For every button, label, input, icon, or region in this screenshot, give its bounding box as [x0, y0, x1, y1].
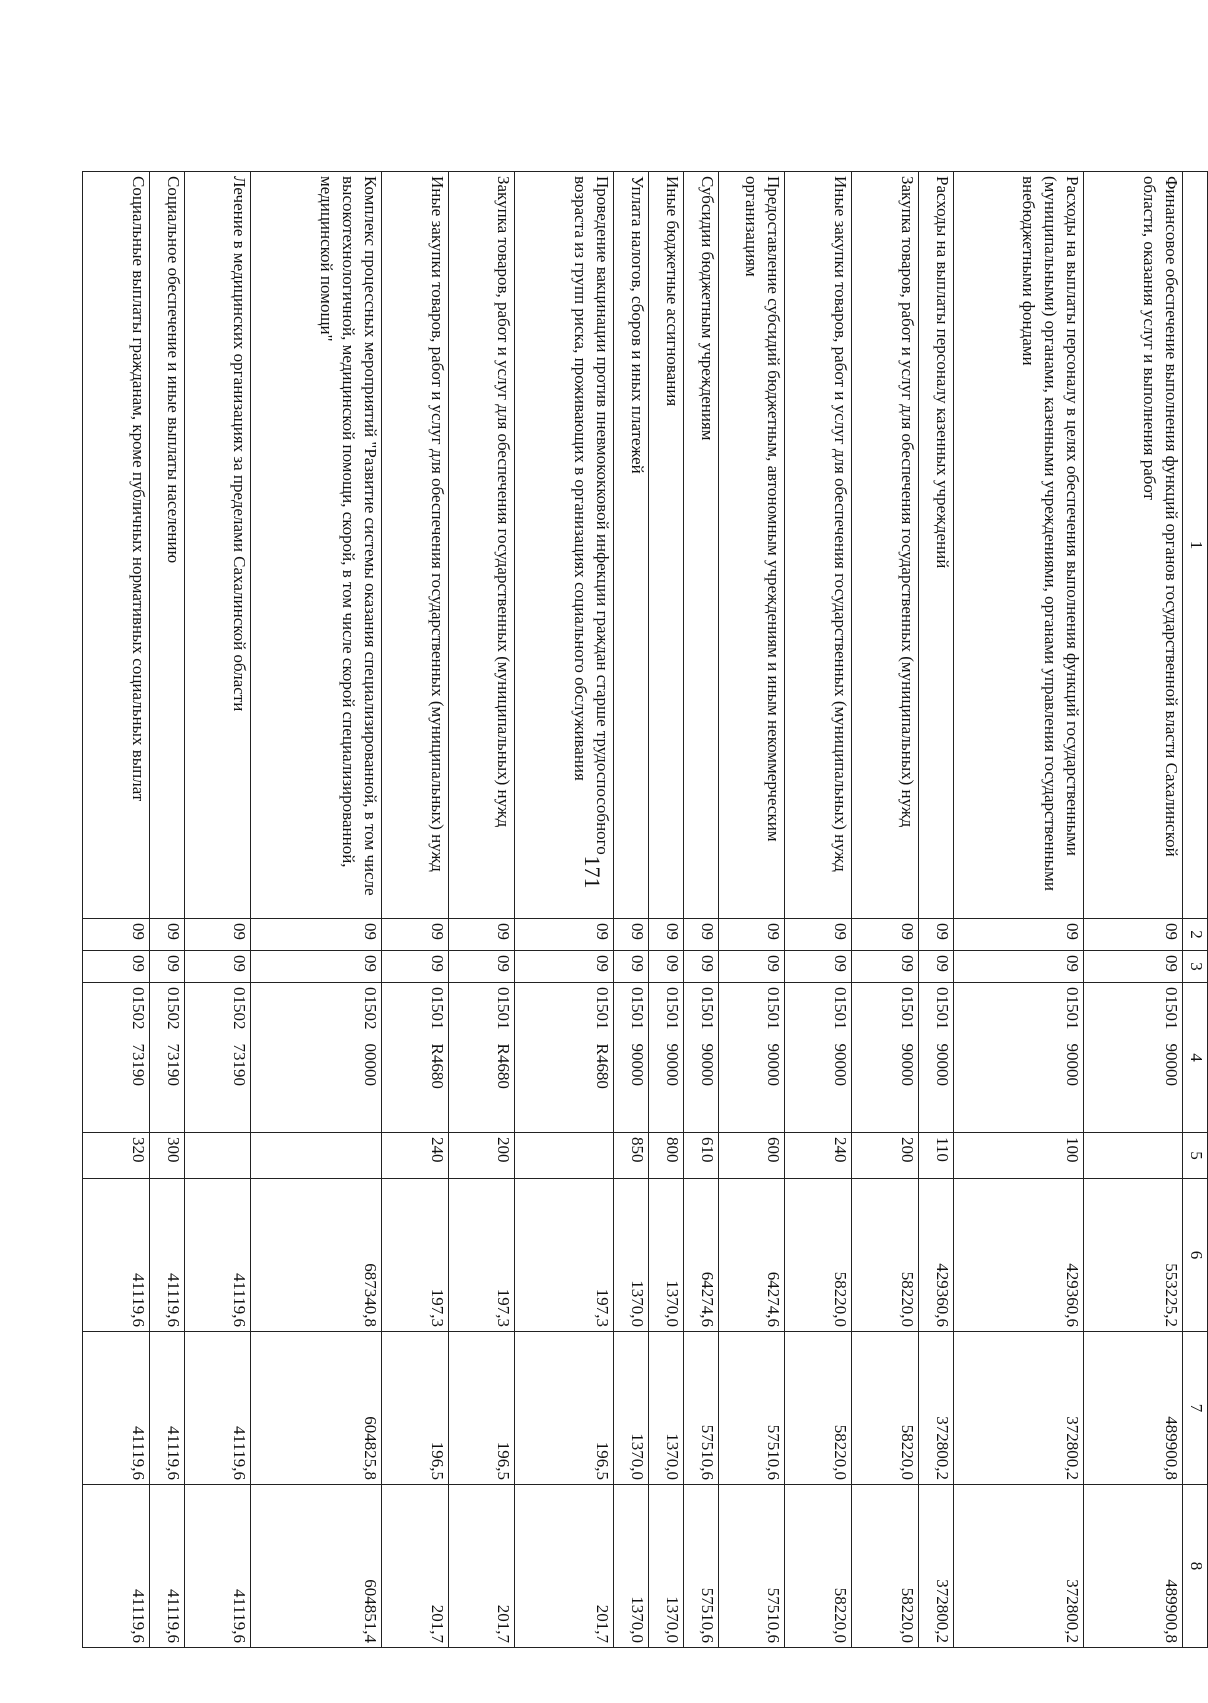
row-code-4b: 73190 [128, 1043, 148, 1086]
row-code-4a: 01501 [1063, 987, 1083, 1030]
row-code-4b: R4680 [427, 1043, 447, 1089]
row-code-4a: 01501 [831, 987, 851, 1030]
row-value-7: 1370,0 [614, 1332, 649, 1485]
row-name: Финансовое обеспечение выполнения функций органов государственной власти Сахалинской области, оказания услуг и выполнения работ [1084, 172, 1183, 919]
row-name: Предоставление субсидий бюджетным, автономным учреждениям и иным некоммерческим организациям [718, 172, 785, 919]
row-code-2: 09 [649, 919, 684, 951]
row-value-6: 429360,6 [953, 1179, 1084, 1332]
row-code-5: 600 [718, 1133, 785, 1179]
table-row [683, 172, 718, 1648]
row-value-8: 57510,6 [683, 1485, 718, 1648]
table-row [918, 172, 953, 1648]
row-value-8: 58220,0 [785, 1485, 852, 1648]
row-code-4a: 01502 [361, 987, 380, 1030]
row-code-4a: 01501 [932, 987, 952, 1030]
row-code-4 [149, 983, 184, 1133]
header-col-8: 8 [1183, 1485, 1208, 1648]
row-code-2: 09 [448, 919, 515, 951]
row-value-7: 372800,2 [918, 1332, 953, 1485]
row-code-3: 09 [1084, 951, 1183, 983]
row-value-8: 201,7 [382, 1485, 449, 1648]
table-row [785, 172, 852, 1648]
row-code-3: 09 [515, 951, 614, 983]
row-code-4a: 01501 [764, 987, 784, 1030]
row-code-4a: 01501 [494, 987, 514, 1030]
row-value-7: 196,5 [515, 1332, 614, 1485]
row-code-2: 09 [382, 919, 449, 951]
row-code-5: 300 [149, 1133, 184, 1179]
row-code-5: 200 [448, 1133, 515, 1179]
row-value-7: 58220,0 [852, 1332, 919, 1485]
row-code-4b: 73190 [163, 1043, 183, 1086]
row-code-4a: 01501 [897, 987, 917, 1030]
row-code-3: 09 [953, 951, 1084, 983]
row-code-4a: 01501 [662, 987, 682, 1030]
row-value-6: 41119,6 [149, 1179, 184, 1332]
row-code-5: 610 [683, 1133, 718, 1179]
row-value-6: 197,3 [515, 1179, 614, 1332]
row-code-3: 09 [448, 951, 515, 983]
budget-table [82, 171, 1208, 1648]
row-code-2: 09 [83, 919, 150, 951]
row-code-5: 850 [614, 1133, 649, 1179]
row-code-4a: 01501 [628, 987, 647, 1030]
header-col-1: 1 [1183, 172, 1208, 919]
row-code-3: 09 [149, 951, 184, 983]
row-code-4 [382, 983, 449, 1133]
row-name: Закупка товаров, работ и услуг для обеспечения государственных (муниципальных) нужд [852, 172, 919, 919]
row-name: Закупка товаров, работ и услуг для обеспечения государственных (муниципальных) нужд [448, 172, 515, 919]
row-code-4 [852, 983, 919, 1133]
header-col-6: 6 [1183, 1179, 1208, 1332]
row-code-5: 240 [382, 1133, 449, 1179]
row-code-4 [515, 983, 614, 1133]
row-value-8: 58220,0 [852, 1485, 919, 1648]
row-value-8: 1370,0 [649, 1485, 684, 1648]
row-value-8: 372800,2 [953, 1485, 1084, 1648]
row-value-8: 41119,6 [83, 1485, 150, 1648]
row-code-3: 09 [382, 951, 449, 983]
row-code-3: 09 [83, 951, 150, 983]
row-value-6: 64274,6 [683, 1179, 718, 1332]
row-name: Иные закупки товаров, работ и услуг для обеспечения государственных (муниципальных) нужд [382, 172, 449, 919]
row-code-4 [448, 983, 515, 1133]
row-code-3: 09 [785, 951, 852, 983]
row-code-5: 100 [953, 1133, 1084, 1179]
row-value-7: 489900,8 [1084, 1332, 1183, 1485]
row-code-4a: 01501 [1162, 987, 1181, 1030]
row-code-4 [83, 983, 150, 1133]
row-name: Иные закупки товаров, работ и услуг для обеспечения государственных (муниципальных) нужд [785, 172, 852, 919]
row-value-8: 41119,6 [149, 1485, 184, 1648]
header-row [1183, 172, 1208, 1648]
row-code-3: 09 [184, 951, 251, 983]
row-code-4 [953, 983, 1084, 1133]
row-value-6: 41119,6 [83, 1179, 150, 1332]
row-code-4 [184, 983, 251, 1133]
row-code-3: 09 [683, 951, 718, 983]
row-value-8: 57510,6 [718, 1485, 785, 1648]
row-value-6: 58220,0 [785, 1179, 852, 1332]
row-value-6: 429360,6 [918, 1179, 953, 1332]
row-name: Расходы на выплаты персоналу в целях обеспечения выполнения функций государственными (муниципальными) органами, казенными учреждениями, органами управления государственными внебюджетными фондами [953, 172, 1084, 919]
table-row [251, 172, 382, 1648]
page-number: 171 [580, 855, 605, 889]
row-code-2: 09 [953, 919, 1084, 951]
table-row [953, 172, 1084, 1648]
row-value-6: 1370,0 [614, 1179, 649, 1332]
row-value-7: 41119,6 [149, 1332, 184, 1485]
row-code-4b: R4680 [494, 1043, 514, 1089]
row-code-4b: 73190 [230, 1043, 250, 1086]
table-row [718, 172, 785, 1648]
row-code-4a: 01502 [163, 987, 183, 1030]
row-code-4 [785, 983, 852, 1133]
row-value-7: 57510,6 [718, 1332, 785, 1485]
row-code-2: 09 [785, 919, 852, 951]
row-value-6: 58220,0 [852, 1179, 919, 1332]
row-code-4a: 01502 [128, 987, 148, 1030]
table-row [382, 172, 449, 1648]
row-code-4a: 01501 [697, 987, 717, 1030]
row-value-6: 553225,2 [1084, 1179, 1183, 1332]
row-code-4 [683, 983, 718, 1133]
row-code-3: 09 [718, 951, 785, 983]
row-code-4 [614, 983, 649, 1133]
row-code-4 [649, 983, 684, 1133]
rotated-table-wrapper [82, 171, 1208, 1647]
row-name: Субсидии бюджетным учреждениям [683, 172, 718, 919]
table-row [184, 172, 251, 1648]
row-code-3: 09 [251, 951, 382, 983]
row-code-5: 240 [785, 1133, 852, 1179]
row-value-7: 196,5 [382, 1332, 449, 1485]
row-code-4b: 00000 [361, 1043, 380, 1086]
row-value-6: 64274,6 [718, 1179, 785, 1332]
row-name: Социальные выплаты гражданам, кроме публичных нормативных социальных выплат [83, 172, 150, 919]
row-code-3: 09 [614, 951, 649, 983]
table-row [649, 172, 684, 1648]
row-value-7: 57510,6 [683, 1332, 718, 1485]
row-code-5: 320 [83, 1133, 150, 1179]
row-code-2: 09 [918, 919, 953, 951]
row-code-5 [184, 1133, 251, 1179]
row-value-7: 1370,0 [649, 1332, 684, 1485]
row-value-7: 41119,6 [184, 1332, 251, 1485]
row-value-7: 58220,0 [785, 1332, 852, 1485]
row-name: Социальное обеспечение и иные выплаты населению [149, 172, 184, 919]
row-value-7: 196,5 [448, 1332, 515, 1485]
row-value-6: 197,3 [382, 1179, 449, 1332]
row-code-5 [251, 1133, 382, 1179]
row-value-8: 201,7 [448, 1485, 515, 1648]
row-value-6: 41119,6 [184, 1179, 251, 1332]
row-code-4 [251, 983, 382, 1133]
row-code-4b: 90000 [831, 1043, 851, 1086]
row-code-5: 110 [918, 1133, 953, 1179]
row-code-4b: 90000 [662, 1043, 682, 1086]
row-code-4b: 90000 [932, 1043, 952, 1086]
row-code-4b: 90000 [1162, 1043, 1181, 1086]
row-code-2: 09 [852, 919, 919, 951]
row-value-7: 372800,2 [953, 1332, 1084, 1485]
row-code-5 [515, 1133, 614, 1179]
row-value-8: 372800,2 [918, 1485, 953, 1648]
row-code-2: 09 [683, 919, 718, 951]
header-col-4: 4 [1183, 983, 1208, 1133]
table-row [149, 172, 184, 1648]
header-col-3: 3 [1183, 951, 1208, 983]
row-value-6: 1370,0 [649, 1179, 684, 1332]
row-name: Расходы на выплаты персоналу казенных учреждений [918, 172, 953, 919]
row-value-8: 604851,4 [251, 1485, 382, 1648]
row-code-3: 09 [649, 951, 684, 983]
row-name: Комплекс процессных мероприятий "Развитие системы оказания специализированной, в том числе высокотехнологичной, медицинской помощи, скорой, в том числе скорой специализированной, медицинской помощи" [251, 172, 382, 919]
row-code-4 [718, 983, 785, 1133]
table-row [515, 172, 614, 1648]
row-code-3: 09 [852, 951, 919, 983]
row-code-4a: 01501 [593, 987, 613, 1030]
row-code-4a: 01501 [427, 987, 447, 1030]
table-row [614, 172, 649, 1648]
row-code-3: 09 [918, 951, 953, 983]
row-code-2: 09 [184, 919, 251, 951]
table-row [1084, 172, 1183, 1648]
row-code-4b: 90000 [628, 1043, 647, 1086]
row-code-5 [1084, 1133, 1183, 1179]
table-row [852, 172, 919, 1648]
row-code-4b: 90000 [697, 1043, 717, 1086]
row-code-4b: 90000 [897, 1043, 917, 1086]
row-code-4 [1084, 983, 1183, 1133]
row-code-2: 09 [718, 919, 785, 951]
row-name: Лечение в медицинских организациях за пределами Сахалинской области [184, 172, 251, 919]
row-code-4a: 01502 [230, 987, 250, 1030]
row-value-7: 604825,8 [251, 1332, 382, 1485]
row-code-2: 09 [251, 919, 382, 951]
row-value-7: 41119,6 [83, 1332, 150, 1485]
row-code-4 [918, 983, 953, 1133]
row-code-2: 09 [1084, 919, 1183, 951]
row-code-5: 200 [852, 1133, 919, 1179]
row-name: Уплата налогов, сборов и иных платежей [614, 172, 649, 919]
row-code-5: 800 [649, 1133, 684, 1179]
row-code-2: 09 [614, 919, 649, 951]
table-row [448, 172, 515, 1648]
row-name: Иные бюджетные ассигнования [649, 172, 684, 919]
header-col-2: 2 [1183, 919, 1208, 951]
row-code-4b: 90000 [764, 1043, 784, 1086]
row-value-8: 1370,0 [614, 1485, 649, 1648]
row-name: Проведение вакцинации против пневмококковой инфекции граждан старше трудоспособного возраста из групп риска, проживающих в организациях социального обслуживания [515, 172, 614, 919]
header-col-7: 7 [1183, 1332, 1208, 1485]
row-code-2: 09 [515, 919, 614, 951]
row-value-8: 41119,6 [184, 1485, 251, 1648]
table-row [83, 172, 150, 1648]
row-value-6: 197,3 [448, 1179, 515, 1332]
row-code-4b: 90000 [1063, 1043, 1083, 1086]
row-value-8: 489900,8 [1084, 1485, 1183, 1648]
row-value-6: 687340,8 [251, 1179, 382, 1332]
header-col-5: 5 [1183, 1133, 1208, 1179]
row-code-4b: R4680 [593, 1043, 613, 1089]
row-code-2: 09 [149, 919, 184, 951]
row-value-8: 201,7 [515, 1485, 614, 1648]
